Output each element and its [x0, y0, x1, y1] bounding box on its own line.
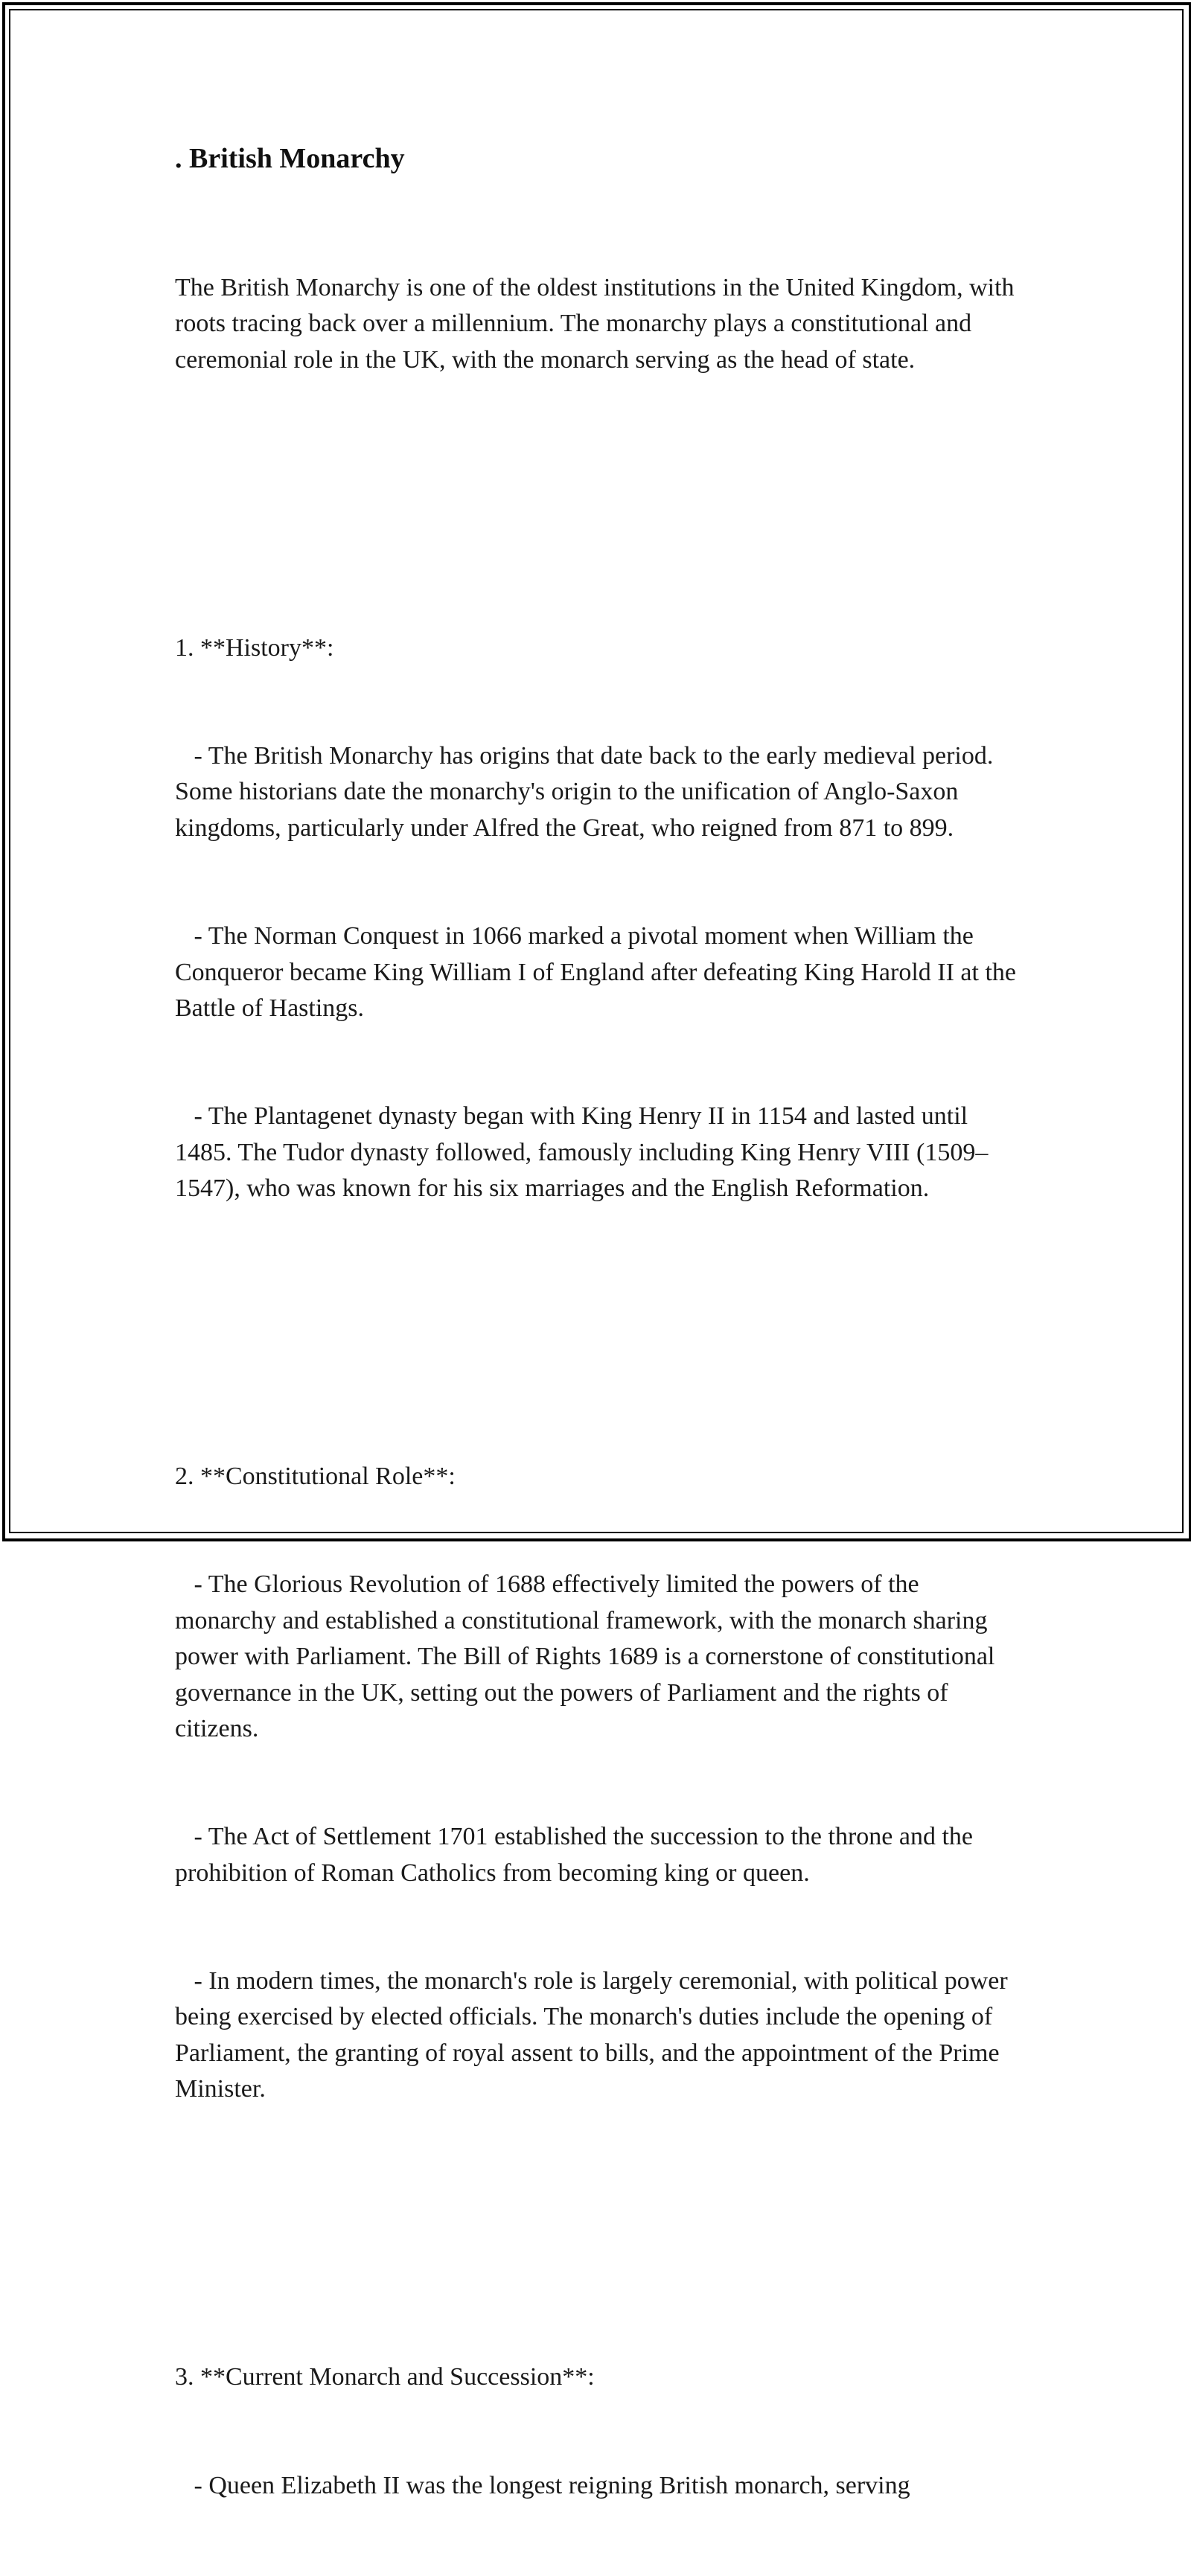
list-item: - The Plantagenet dynasty began with King Henry II in 1154 and lasted until 1485. The Tudor dynasty followed, famously including King Henry VIII (1509–1547), who was known for his six marriages and the English Reformation. — [175, 1102, 989, 1202]
intro-paragraph: The British Monarchy is one of the oldest institutions in the United Kingdom, with roots tracing back over a millennium. The monarchy plays a constitutional and ceremonial role in the UK, with the monarch serving as the head of state. — [175, 273, 1021, 374]
list-item: - In modern times, the monarch's role is largely ceremonial, with political power being exercised by elected officials. The monarch's duties include the opening of Parliament, the granting of royal assent to bills, and the appointment of the Prime Minister. — [175, 1966, 1015, 2103]
paragraph-gap — [175, 1315, 1016, 1351]
section-heading-current-monarch: 3. **Current Monarch and Succession**: — [175, 2363, 595, 2391]
section-heading-constitutional-role: 2. **Constitutional Role**: — [175, 1463, 456, 1491]
document-title: . British Monarchy — [175, 143, 405, 174]
section-heading-history: 1. **History**: — [175, 633, 334, 662]
document-body — [175, 138, 1023, 2576]
list-item: - The British Monarchy has origins that date back to the early medieval period. Some historians date the monarchy's origin to the unification of Anglo-Saxon kingdoms, particularly under Alfred the Great, who reigned from 871 to 899. — [175, 742, 1000, 842]
list-item: - Queen Elizabeth II was the longest reigning British monarch, serving — [175, 2471, 910, 2499]
paragraph-gap — [175, 486, 1016, 522]
list-item: - The Norman Conquest in 1066 marked a pivotal moment when William the Conqueror became King William I of England after defeating King Harold II at the Battle of Hastings. — [175, 922, 1023, 1022]
list-item: - The Act of Settlement 1701 established the succession to the throne and the prohibition of Roman Catholics from becoming king or queen. — [175, 1823, 980, 1887]
paragraph-gap — [175, 2216, 1016, 2251]
list-item: - The Glorious Revolution of 1688 effectively limited the powers of the monarchy and established a constitutional framework, with the monarch sharing power with Parliament. The Bill of Rights 1689 is a cornerstone of constitutional governance in the UK, setting out the powers of Parliament and the rights of citizens. — [175, 1570, 1001, 1743]
document-text — [175, 198, 1023, 2576]
